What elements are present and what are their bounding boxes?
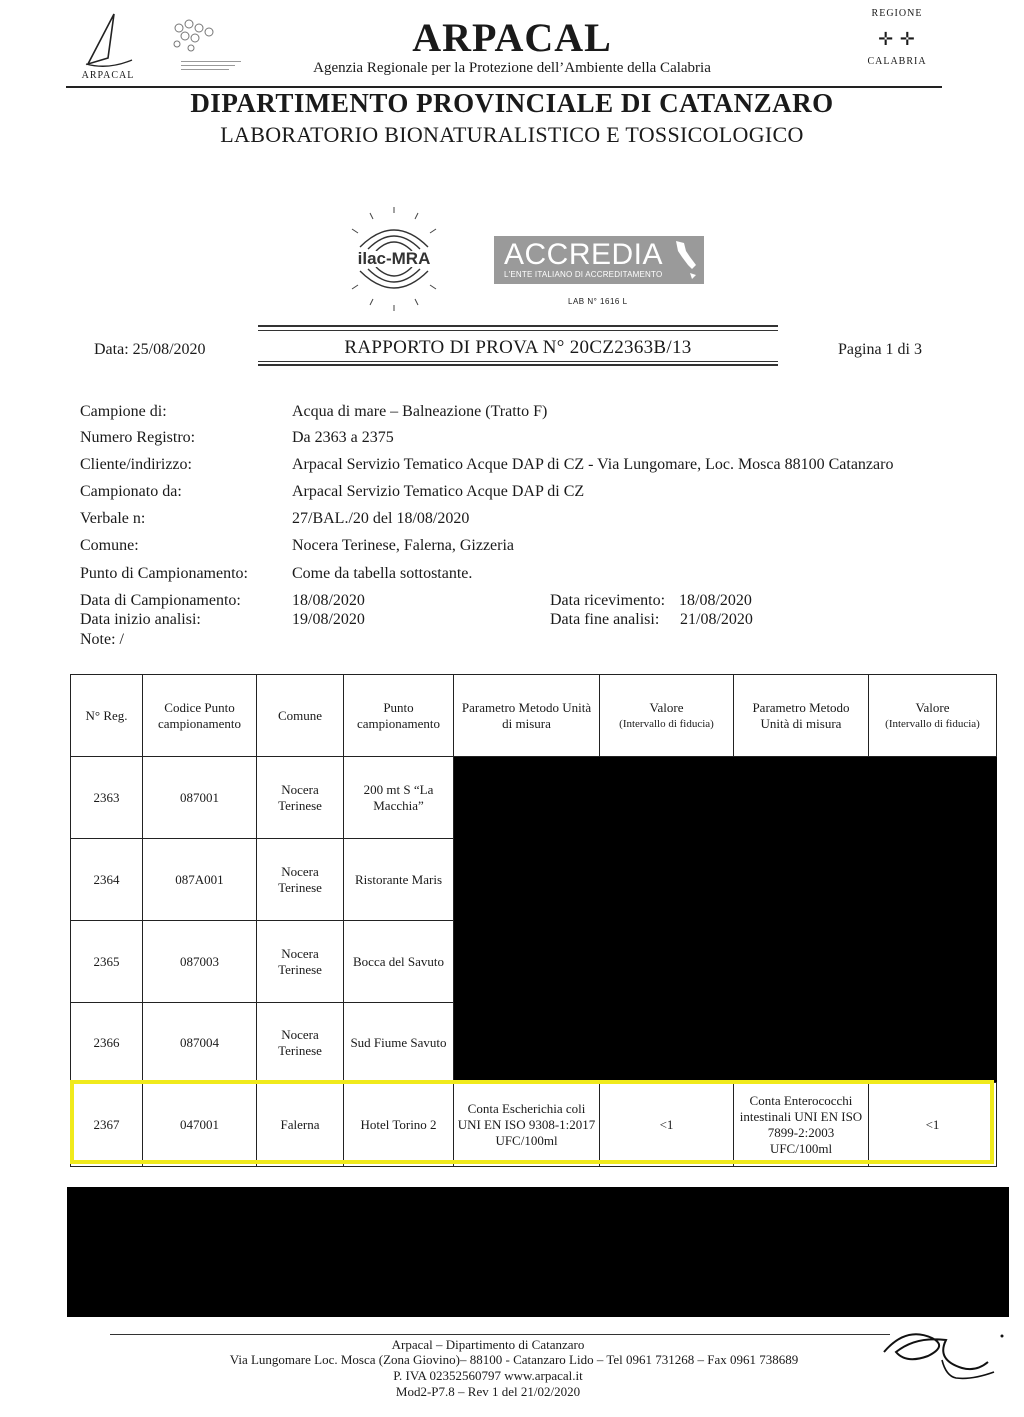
report-date: Data: 25/08/2020 bbox=[94, 341, 206, 358]
analysis-start-value: 19/08/2020 bbox=[292, 611, 365, 628]
header-comune: Comune bbox=[257, 675, 344, 757]
ilac-seal-icon bbox=[340, 205, 448, 313]
cell-reg: 2367 bbox=[71, 1083, 143, 1167]
header-valore2-label: Valore bbox=[915, 699, 950, 715]
header-valore2 bbox=[869, 675, 997, 757]
analysis-end-value: 21/08/2020 bbox=[680, 611, 753, 628]
sampling-date-label: Data di Campionamento: bbox=[80, 592, 241, 609]
arpacal-logo-label: ARPACAL bbox=[81, 70, 135, 81]
cell-punto: Bocca del Savuto bbox=[344, 921, 454, 1003]
info-label: Comune: bbox=[80, 537, 139, 554]
cell-punto: 200 mt S “La Macchia” bbox=[344, 757, 454, 839]
info-label: Cliente/indirizzo: bbox=[80, 456, 192, 473]
footer-divider bbox=[110, 1334, 890, 1335]
info-label: Campione di: bbox=[80, 403, 167, 420]
info-value: Arpacal Servizio Tematico Acque DAP di CZ bbox=[292, 483, 585, 500]
accredia-badge bbox=[494, 236, 704, 284]
ilac-mra-seal bbox=[340, 205, 448, 313]
cell-punto: Sud Fiume Savuto bbox=[344, 1003, 454, 1083]
report-divider-bottom bbox=[258, 364, 778, 366]
cell-comune: Nocera Terinese bbox=[257, 757, 344, 839]
accredia-label: ACCREDIA bbox=[504, 238, 664, 271]
header-valore2-sub: (Intervallo di fiducia) bbox=[885, 717, 980, 730]
cell-code: 087004 bbox=[143, 1003, 257, 1083]
region-bottom-label: CALABRIA bbox=[867, 56, 927, 67]
department-title: DIPARTIMENTO PROVINCIALE DI CATANZARO bbox=[190, 88, 834, 118]
cell-punto: Hotel Torino 2 bbox=[344, 1083, 454, 1167]
footer-line-1: Arpacal – Dipartimento di Catanzaro bbox=[391, 1337, 585, 1352]
page-number: Pagina 1 di 3 bbox=[838, 341, 922, 358]
table-row bbox=[71, 757, 997, 839]
cell-reg: 2366 bbox=[71, 1003, 143, 1083]
table-row-highlighted bbox=[71, 1083, 997, 1167]
italy-map-icon bbox=[670, 239, 700, 281]
header-param1: Parametro Metodo Unità di misura bbox=[454, 675, 600, 757]
info-label: Campionato da: bbox=[80, 483, 182, 500]
header-reg: N° Reg. bbox=[71, 675, 143, 757]
info-value: Da 2363 a 2375 bbox=[292, 429, 394, 446]
header-valore1-label: Valore bbox=[649, 699, 684, 715]
agency-subtitle: Agenzia Regionale per la Protezione dell’Ambiente della Calabria bbox=[313, 60, 711, 76]
cell-code: 047001 bbox=[143, 1083, 257, 1167]
header-valore1 bbox=[600, 675, 734, 757]
report-divider-top bbox=[258, 325, 778, 327]
signature bbox=[876, 1316, 1006, 1386]
header-param2: Parametro Metodo Unità di misura bbox=[734, 675, 869, 757]
cell-param2: Conta Enterococchi intestinali UNI EN ISO 7899-2:2003 UFC/100ml bbox=[734, 1083, 869, 1167]
header-code: Codice Punto campionamento bbox=[143, 675, 257, 757]
cell-code: 087001 bbox=[143, 757, 257, 839]
brand-title: ARPACAL bbox=[412, 15, 612, 60]
cell-reg: 2364 bbox=[71, 839, 143, 921]
received-date-label: Data ricevimento: bbox=[550, 592, 666, 609]
redacted-block bbox=[67, 1187, 1009, 1317]
redacted-results bbox=[454, 757, 997, 1083]
report-number: RAPPORTO DI PROVA N° 20CZ2363B/13 bbox=[344, 337, 692, 358]
report-divider-bottom-thin bbox=[258, 361, 778, 362]
lab-number: LAB N° 1616 L bbox=[568, 297, 628, 306]
footer-line-3: P. IVA 02352560797 www.arpacal.it bbox=[393, 1368, 583, 1383]
cell-comune: Nocera Terinese bbox=[257, 921, 344, 1003]
info-label: Punto di Campionamento: bbox=[80, 565, 248, 582]
footer-line-2: Via Lungomare Loc. Mosca (Zona Giovino)– 88100 - Catanzaro Lido – Tel 0961 731268 – Fax 0961 738689 bbox=[229, 1352, 799, 1367]
cell-param1: Conta Escherichia coli UNI EN ISO 9308-1:2017 UFC/100ml bbox=[454, 1083, 600, 1167]
cell-comune: Nocera Terinese bbox=[257, 1003, 344, 1083]
cell-reg: 2363 bbox=[71, 757, 143, 839]
info-value: 27/BAL./20 del 18/08/2020 bbox=[292, 510, 470, 527]
info-value: Acqua di mare – Balneazione (Tratto F) bbox=[292, 403, 548, 420]
cell-punto: Ristorante Maris bbox=[344, 839, 454, 921]
laboratory-title: LABORATORIO BIONATURALISTICO E TOSSICOLOGICO bbox=[220, 122, 804, 147]
header-valore1-sub: (Intervallo di fiducia) bbox=[619, 717, 714, 730]
signature-icon bbox=[876, 1316, 1006, 1386]
accredia-sub-label: L'ENTE ITALIANO DI ACCREDITAMENTO bbox=[504, 270, 663, 279]
cell-code: 087003 bbox=[143, 921, 257, 1003]
analysis-end-label: Data fine analisi: bbox=[550, 611, 660, 628]
table-header-row bbox=[71, 675, 997, 757]
region-top-label: REGIONE bbox=[871, 8, 923, 19]
region-logo bbox=[852, 8, 942, 67]
cell-valore2: <1 bbox=[869, 1083, 997, 1167]
received-date-value: 18/08/2020 bbox=[679, 592, 752, 609]
header-punto: Punto campionamento bbox=[344, 675, 454, 757]
info-label: Numero Registro: bbox=[80, 429, 196, 446]
analysis-start-label: Data inizio analisi: bbox=[80, 611, 201, 628]
info-label: Verbale n: bbox=[80, 510, 146, 527]
results-table bbox=[70, 674, 996, 1166]
cell-comune: Falerna bbox=[257, 1083, 344, 1167]
cell-comune: Nocera Terinese bbox=[257, 839, 344, 921]
info-value: Come da tabella sottostante. bbox=[292, 565, 473, 582]
region-cross-icon: ✛ ✛ bbox=[878, 29, 916, 49]
cell-reg: 2365 bbox=[71, 921, 143, 1003]
sampling-date-value: 18/08/2020 bbox=[292, 592, 365, 609]
report-divider-top-thin bbox=[258, 330, 778, 331]
note-line: Note: / bbox=[80, 631, 124, 648]
cell-valore1: <1 bbox=[600, 1083, 734, 1167]
info-value: Nocera Terinese, Falerna, Gizzeria bbox=[292, 537, 515, 554]
info-value: Arpacal Servizio Tematico Acque DAP di CZ - Via Lungomare, Loc. Mosca 88100 Catanzaro bbox=[292, 456, 894, 473]
ilac-seal-text: ilac-MRA bbox=[357, 249, 431, 268]
cell-code: 087A001 bbox=[143, 839, 257, 921]
footer-line-4: Mod2-P7.8 – Rev 1 del 21/02/2020 bbox=[395, 1384, 581, 1399]
